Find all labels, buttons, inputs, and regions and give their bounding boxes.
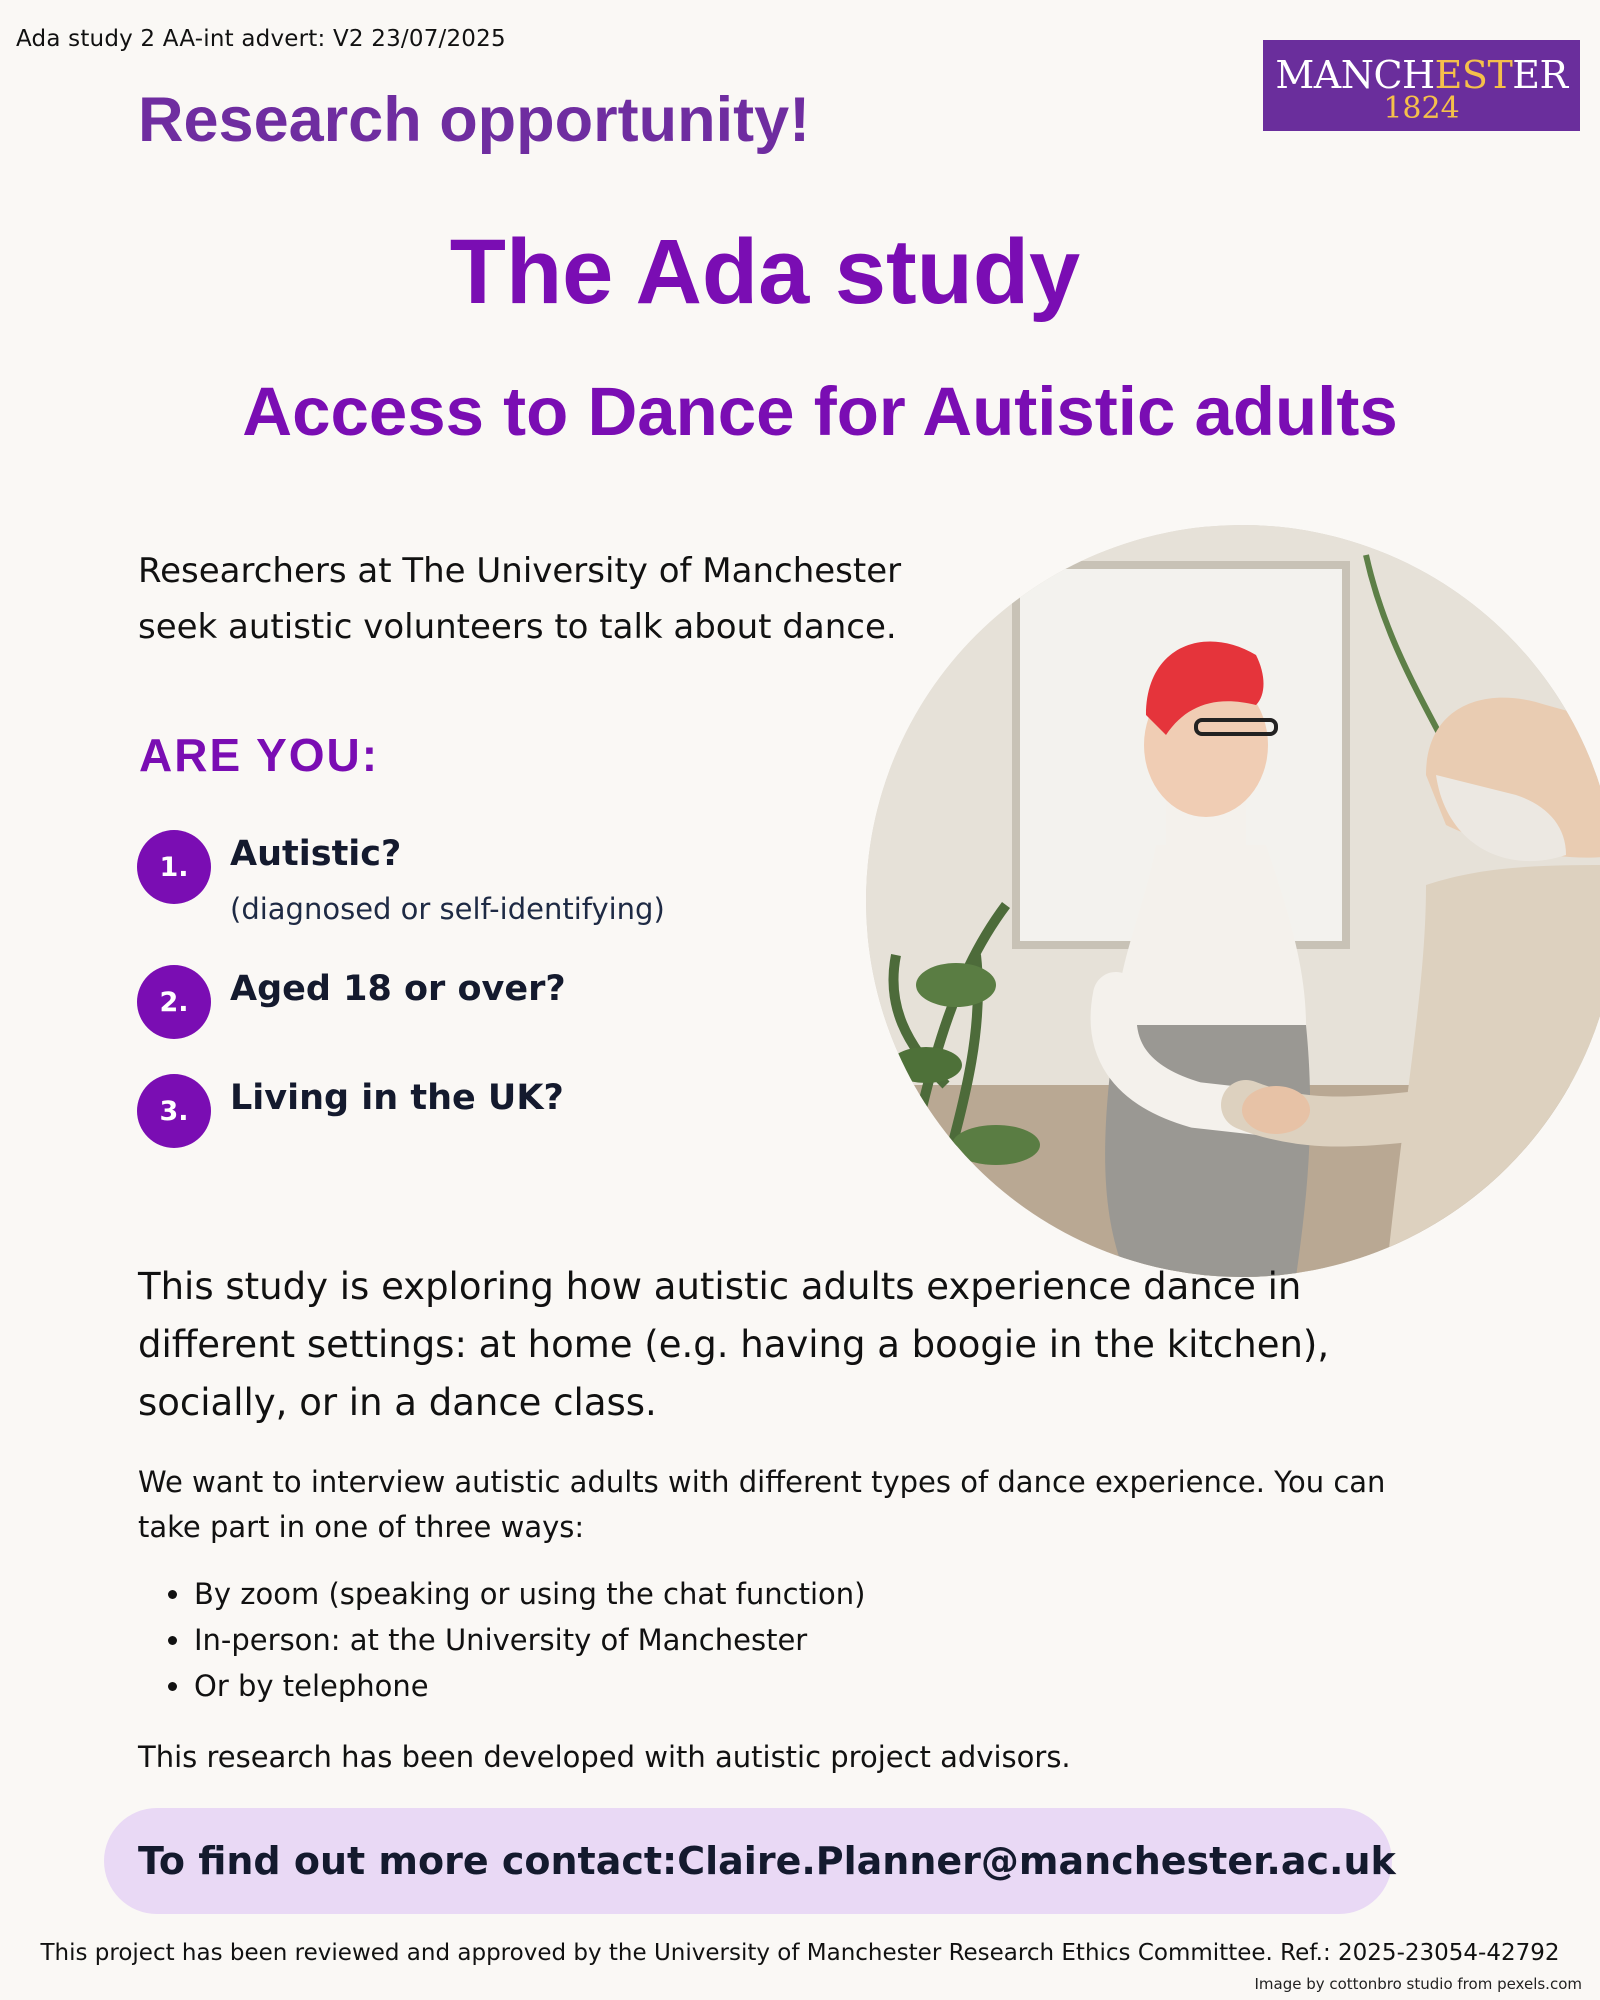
- criterion-label: Aged 18 or over?: [230, 969, 566, 1009]
- contact-prefix: To find out more contact:: [138, 1839, 678, 1883]
- contact-email-link[interactable]: Claire.Planner@manchester.ac.uk: [677, 1839, 1396, 1883]
- leaf: [890, 1047, 962, 1083]
- list-item: Or by telephone: [168, 1663, 865, 1709]
- logo-wordmark: MANCHESTER: [1275, 53, 1568, 97]
- contact-banner: [104, 1808, 1396, 1914]
- criterion-number: 2.: [137, 965, 211, 1039]
- list-item: By zoom (speaking or using the chat function): [168, 1571, 865, 1617]
- criterion-note: (diagnosed or self-identifying): [230, 892, 665, 926]
- intro-line-2: seek autistic volunteers to talk about dance.: [138, 607, 897, 647]
- intro-line-1: Researchers at The University of Manchester: [138, 551, 902, 591]
- headline: Research opportunity!: [138, 85, 811, 155]
- criterion-number: 1.: [137, 830, 211, 904]
- image-credit: Image by cottonbro studio from pexels.com: [1254, 1975, 1582, 1993]
- ethics-statement: This project has been reviewed and approved by the University of Manchester Research Ethics Committee. Ref.: 2025-23054-42792: [40, 1940, 1560, 1966]
- study-description: This study is exploring how autistic adults experience dance in different settings: at home (e.g. having a boogie in the kitchen), socially, or in a dance class.: [138, 1265, 1330, 1424]
- list-item: In-person: at the University of Manchester: [168, 1617, 865, 1663]
- photo-illustration: [866, 525, 1600, 1277]
- page-title: The Ada study: [449, 221, 1081, 323]
- logo-year: 1824: [1383, 91, 1460, 126]
- joined-hands: [1242, 1086, 1310, 1134]
- dancing-couple-photo: [866, 525, 1600, 1277]
- criterion-label: Living in the UK?: [230, 1078, 564, 1118]
- intro-text: [138, 543, 958, 655]
- leaf: [916, 963, 996, 1007]
- are-you-heading: ARE YOU:: [139, 729, 380, 781]
- participation-ways-list: [168, 1571, 865, 1709]
- university-logo: [1263, 40, 1580, 131]
- advisors-note: This research has been developed with autistic project advisors.: [138, 1740, 1071, 1774]
- interview-intro: We want to interview autistic adults with different types of dance experience. You can take part in one of three ways:: [138, 1465, 1386, 1544]
- criterion-number: 3.: [137, 1074, 211, 1148]
- criterion-label: Autistic?: [230, 834, 402, 874]
- leaf: [952, 1125, 1040, 1165]
- version-note: Ada study 2 AA-int advert: V2 23/07/2025: [16, 26, 506, 52]
- page-subtitle: Access to Dance for Autistic adults: [242, 373, 1398, 450]
